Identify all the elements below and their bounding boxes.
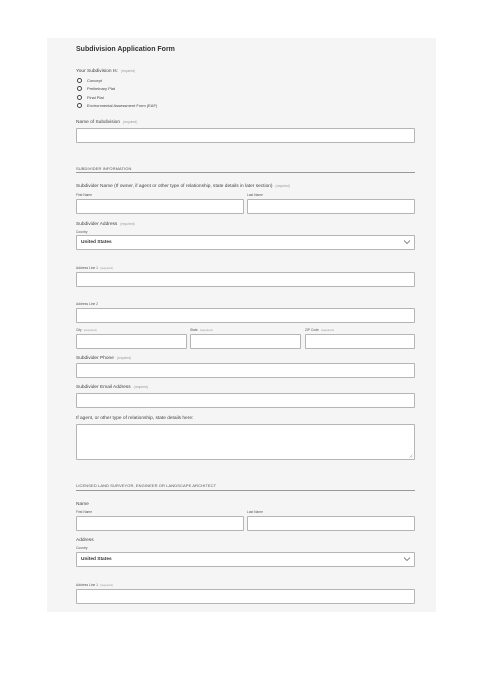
subdivider-email-input[interactable] — [76, 393, 415, 408]
first-name-label: First Name — [76, 193, 93, 197]
surveyor-first-name-input[interactable] — [76, 516, 244, 531]
radio-final-plat[interactable] — [77, 95, 82, 100]
subdivider-phone-input[interactable] — [76, 363, 415, 378]
chevron-down-icon — [403, 239, 411, 245]
section-divider — [76, 172, 415, 173]
country-label: Country — [76, 230, 88, 234]
subdivider-first-name-input[interactable] — [76, 199, 244, 214]
radio-concept-label: Concept — [87, 78, 102, 83]
radio-concept[interactable] — [77, 78, 82, 83]
subdivider-email-label: Subdivider Email Address (required) — [76, 385, 148, 390]
subdivider-state-input[interactable] — [190, 334, 301, 349]
subdivision-name-input[interactable] — [76, 128, 415, 143]
surveyor-country-selected-value: United States — [81, 557, 112, 562]
chevron-down-icon — [403, 556, 411, 562]
last-name-label: Last Name — [247, 193, 263, 197]
surveyor-address-line1-input[interactable] — [76, 589, 415, 604]
radio-final-plat-label: Final Plat — [87, 95, 104, 100]
city-label: City (required) — [76, 328, 97, 332]
agent-details-textarea[interactable] — [76, 424, 415, 460]
subdivider-address-line1-input[interactable] — [76, 272, 415, 287]
subdivider-zip-input[interactable] — [305, 334, 415, 349]
radio-preliminary-plat-label: Preliminary Plat — [87, 86, 116, 91]
section-divider — [76, 490, 415, 491]
radio-preliminary-plat[interactable] — [77, 86, 82, 91]
address-line1-label: Address Line 1 (required) — [76, 266, 114, 270]
subdivider-name-label: Subdivider Name (If owner, if agent or other type of relationship, state details in later section) (required) — [76, 184, 290, 189]
subdivider-city-input[interactable] — [76, 334, 187, 349]
form-title: Subdivision Application Form — [76, 46, 175, 53]
surveyor-country-select[interactable] — [76, 552, 415, 567]
subdivider-address-line2-input[interactable] — [76, 308, 415, 323]
surveyor-first-name-label: First Name — [76, 510, 93, 514]
agent-details-label: If agent, or other type of relationship, state details here: — [76, 416, 194, 421]
subdivider-address-label: Subdivider Address (required) — [76, 222, 135, 227]
state-label: State (required) — [190, 328, 213, 332]
country-selected-value: United States — [81, 240, 112, 245]
surveyor-name-label: Name — [76, 502, 89, 507]
zip-label: ZIP Code (required) — [305, 328, 334, 332]
surveyor-last-name-label: Last Name — [247, 510, 263, 514]
surveyor-address-line1-label: Address Line 1 (required) — [76, 583, 114, 587]
surveyor-country-label: Country — [76, 546, 88, 550]
surveyor-section-title: LICENSED LAND SURVEYOR, ENGINEER OR LANDSCAPE ARCHITECT — [76, 483, 217, 488]
radio-eaf[interactable] — [77, 103, 82, 108]
subdivider-last-name-input[interactable] — [247, 199, 415, 214]
surveyor-address-label: Address — [76, 538, 94, 543]
subdivision-name-label: Name of Subdivision (required) — [76, 120, 138, 125]
subdivider-section-title: SUBDIVIDER INFORMATION — [76, 166, 132, 171]
subdivider-phone-label: Subdivider Phone (required) — [76, 356, 132, 361]
radio-eaf-label: Environmental Assessment Form (EAF) — [87, 103, 158, 108]
address-line2-label: Address Line 2 — [76, 302, 98, 306]
subdivider-country-select[interactable] — [76, 235, 415, 250]
subdivision-type-label: Your Subdivision Is: (required) — [76, 69, 136, 74]
surveyor-last-name-input[interactable] — [247, 516, 415, 531]
resize-grip-icon[interactable] — [409, 454, 413, 458]
